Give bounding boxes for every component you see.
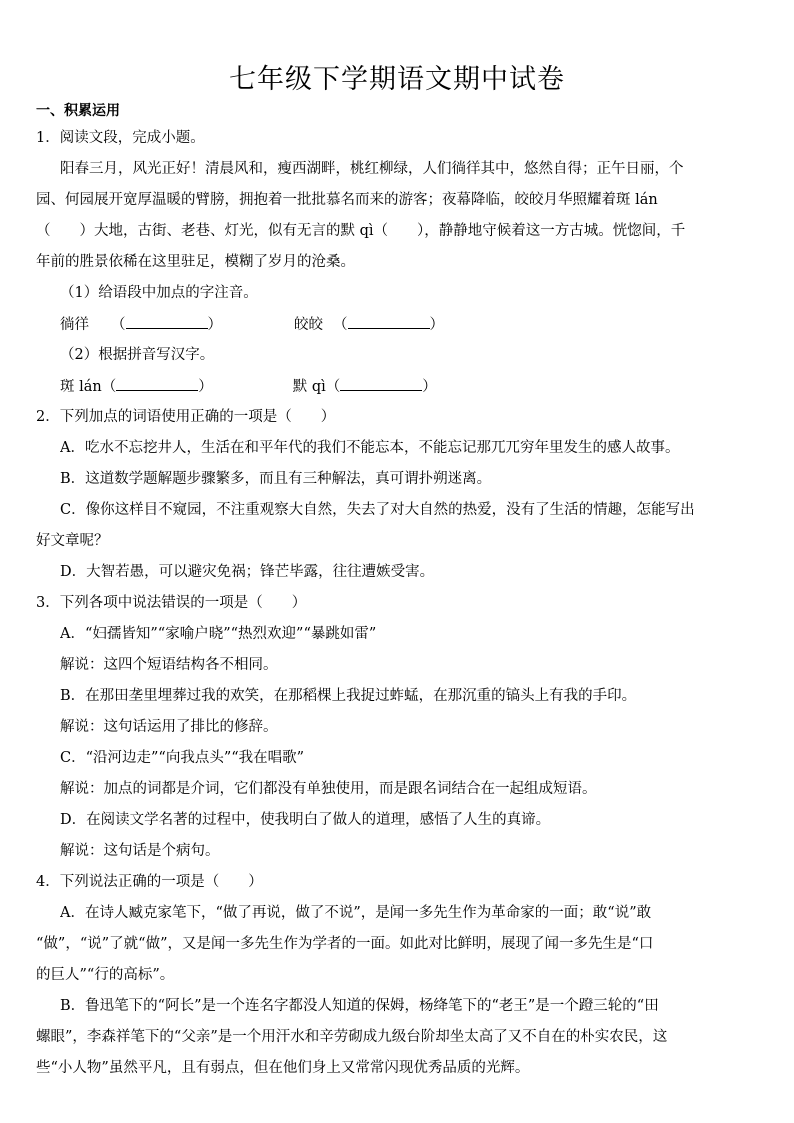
section-heading: 一、积累运用 xyxy=(36,103,120,119)
q1-passage-line: 阳春三月，风光正好！清晨风和，瘦西湖畔，桃红柳绿，人们徜徉其中，悠然自得；正午日丽，个 xyxy=(60,161,684,177)
q2-option-d: D．大智若愚，可以避灾免祸；锋芒毕露，往往遭嫉受害。 xyxy=(60,564,435,580)
q3-option-a: A．“妇孺皆知”“家喻户晓”“热烈欢迎”“暴跳如雷” xyxy=(60,626,377,642)
answer-blank[interactable] xyxy=(340,376,422,391)
q3-option-b: B．在那田垄里埋葬过我的欢笑，在那稻棵上我捉过蚱蜢，在那沉重的镐头上有我的手印。 xyxy=(60,688,637,704)
q4-option-b: B．鲁迅笔下的“阿长”是一个连名字都没人知道的保姆，杨绛笔下的“老王”是一个蹬三轮的“田 xyxy=(60,998,659,1014)
page-title: 七年级下学期语文期中试卷 xyxy=(229,64,565,95)
q3-option-d-note: 解说：这句话是个病句。 xyxy=(60,843,220,859)
q4-option-a-cont: 的巨人”“行的高标”。 xyxy=(36,967,175,983)
q4-option-b-cont: 些“小人物”虽然平凡，且有弱点，但在他们身上又常常闪现优秀品质的光辉。 xyxy=(36,1060,530,1076)
q2-option-c: C．像你这样目不窥园，不注重观察大自然，失去了对大自然的热爱，没有了生活的情趣，怎能写出 xyxy=(60,502,695,518)
q1-passage-line: （ ）大地，古街、老巷、灯光，似有无言的默 qì（ ），静静地守候着这一方古城。恍惚间，千 xyxy=(36,223,686,239)
word-label: 默 qì xyxy=(292,379,326,395)
q2-option-c-cont: 好文章呢？ xyxy=(36,533,109,549)
word-label: 徜徉 xyxy=(60,317,89,333)
q1-passage-line: 园、何园展开宽厚温暖的臂膀，拥抱着一批批慕名而来的游客；夜幕降临，皎皎月华照耀着斑 lán xyxy=(36,192,658,208)
q4-option-a: A．在诗人臧克家笔下，“做了再说，做了不说”，是闻一多先生作为革命家的一面；敢“说”敢 xyxy=(60,905,652,921)
q2-option-a: A．吃水不忘挖井人，生活在和平年代的我们不能忘本，不能忘记那兀兀穷年里发生的感人故事。 xyxy=(60,440,680,456)
q1-subquestion-1: （1）给语段中加点的字注音。 xyxy=(60,285,258,301)
answer-blank[interactable] xyxy=(348,314,430,329)
q1-sub2-answer-row: 斑 lán（ ） 默 qì（ ） xyxy=(60,376,758,397)
q2-option-b: B．这道数学题解题步骤繁多，而且有三种解法，真可谓扑朔迷离。 xyxy=(60,471,492,487)
q3-option-c: C．“沿河边走”“向我点头”“我在唱歌” xyxy=(60,750,305,766)
answer-blank[interactable] xyxy=(126,314,208,329)
q4-option-b-cont: 螺眼”，李森祥笔下的“父亲”是一个用汗水和辛劳砌成九级台阶却坐太高了又不自在的朴实农民，这 xyxy=(36,1029,668,1045)
answer-blank[interactable] xyxy=(116,376,198,391)
q1-sub1-answer-row: 徜徉 （ ） 皎皎 （ ） xyxy=(60,314,758,335)
q2-stem: 2．下列加点的词语使用正确的一项是（ ） xyxy=(36,409,336,425)
q1-passage-line: 年前的胜景依稀在这里驻足，模糊了岁月的沧桑。 xyxy=(36,254,355,270)
q3-stem: 3．下列各项中说法错误的一项是（ ） xyxy=(36,595,307,611)
q4-option-a-cont: “做”，“说”了就“做”，又是闻一多先生作为学者的一面。如此对比鲜明，展现了闻一多先生是“口 xyxy=(36,936,654,952)
q3-option-a-note: 解说：这四个短语结构各不相同。 xyxy=(60,657,278,673)
word-label: 斑 lán xyxy=(60,379,102,395)
q1-stem: 1．阅读文段，完成小题。 xyxy=(36,130,205,146)
q3-option-c-note: 解说：加点的词都是介词，它们都没有单独使用，而是跟名词结合在一起组成短语。 xyxy=(60,781,597,797)
q1-subquestion-2: （2）根据拼音写汉字。 xyxy=(60,347,215,363)
q3-option-d: D．在阅读文学名著的过程中，使我明白了做人的道理，感悟了人生的真谛。 xyxy=(60,812,551,828)
word-label: 皎皎 xyxy=(294,317,323,333)
q3-option-b-note: 解说：这句话运用了排比的修辞。 xyxy=(60,719,278,735)
q4-stem: 4．下列说法正确的一项是（ ） xyxy=(36,874,263,890)
